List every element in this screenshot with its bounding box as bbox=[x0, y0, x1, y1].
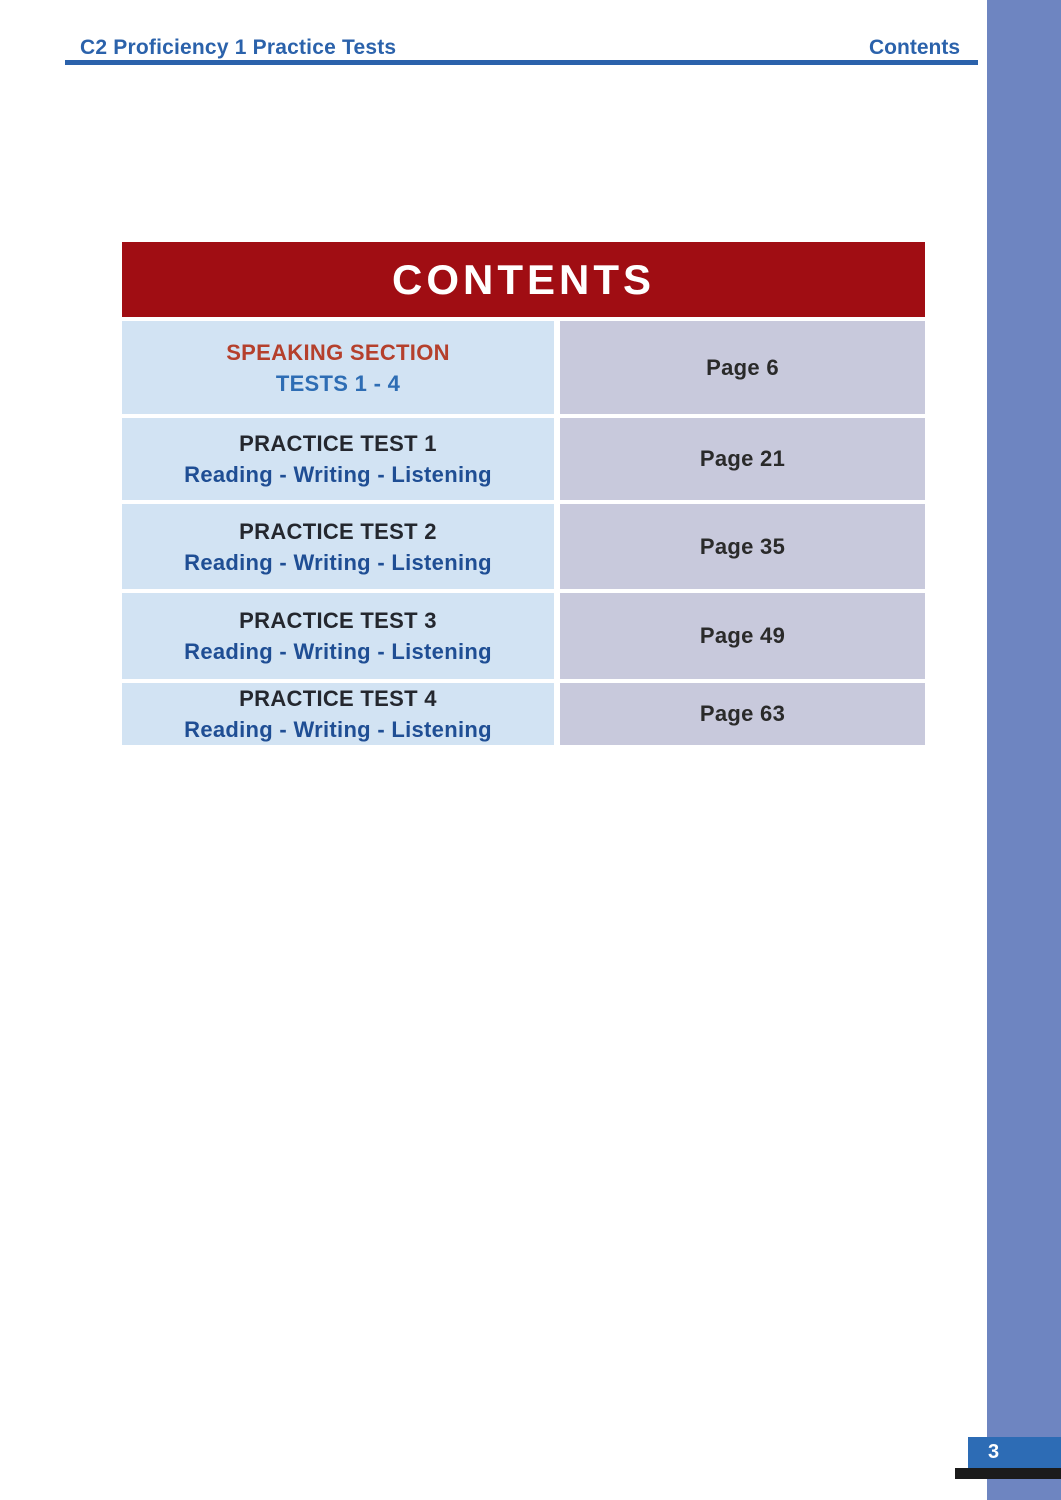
toc-row-practice-test-1 bbox=[122, 418, 925, 500]
toc-entry-cell bbox=[122, 593, 554, 679]
toc-row-practice-test-4 bbox=[122, 683, 925, 745]
toc-entry-title: PRACTICE TEST 3 bbox=[239, 608, 437, 633]
toc-entry-cell bbox=[122, 683, 554, 745]
toc-entry-cell bbox=[122, 321, 554, 414]
toc-entry-title: PRACTICE TEST 4 bbox=[239, 686, 437, 711]
toc-row-speaking-section bbox=[122, 321, 925, 414]
page-number: 3 bbox=[988, 1441, 1000, 1463]
running-head-section: Contents bbox=[869, 36, 960, 59]
toc-page-label: Page 63 bbox=[699, 701, 786, 726]
toc-page-label: Page 49 bbox=[699, 623, 786, 648]
toc-row-practice-test-2 bbox=[122, 504, 925, 589]
toc-entry-title: PRACTICE TEST 1 bbox=[239, 431, 437, 456]
toc-page-cell bbox=[560, 504, 925, 589]
header-rule bbox=[65, 60, 978, 65]
running-head-title: C2 Proficiency 1 Practice Tests bbox=[80, 36, 397, 59]
toc-row-practice-test-3 bbox=[122, 593, 925, 679]
contents-table bbox=[122, 242, 925, 745]
footer-bar bbox=[955, 1468, 1061, 1479]
toc-entry-subtitle: Reading - Writing - Listening bbox=[184, 549, 492, 575]
toc-entry-subtitle: Reading - Writing - Listening bbox=[184, 639, 492, 664]
toc-entry-title: SPEAKING SECTION bbox=[226, 339, 450, 365]
toc-page-cell bbox=[560, 593, 925, 679]
toc-page-cell bbox=[560, 683, 925, 745]
page-number-box bbox=[968, 1437, 1061, 1468]
contents-title: CONTENTS bbox=[122, 242, 925, 317]
toc-entry-subtitle: Reading - Writing - Listening bbox=[184, 717, 492, 742]
toc-entry-subtitle: TESTS 1 - 4 bbox=[275, 370, 401, 396]
right-margin-band bbox=[987, 0, 1061, 1500]
toc-entry-cell bbox=[122, 418, 554, 500]
toc-page-cell bbox=[560, 418, 925, 500]
toc-page-cell bbox=[560, 321, 925, 414]
toc-entry-cell bbox=[122, 504, 554, 589]
toc-page-label: Page 21 bbox=[699, 446, 786, 471]
toc-page-label: Page 6 bbox=[706, 354, 779, 380]
toc-entry-title: PRACTICE TEST 2 bbox=[239, 518, 437, 544]
toc-entry-subtitle: Reading - Writing - Listening bbox=[184, 462, 492, 487]
toc-page-label: Page 35 bbox=[699, 533, 786, 559]
